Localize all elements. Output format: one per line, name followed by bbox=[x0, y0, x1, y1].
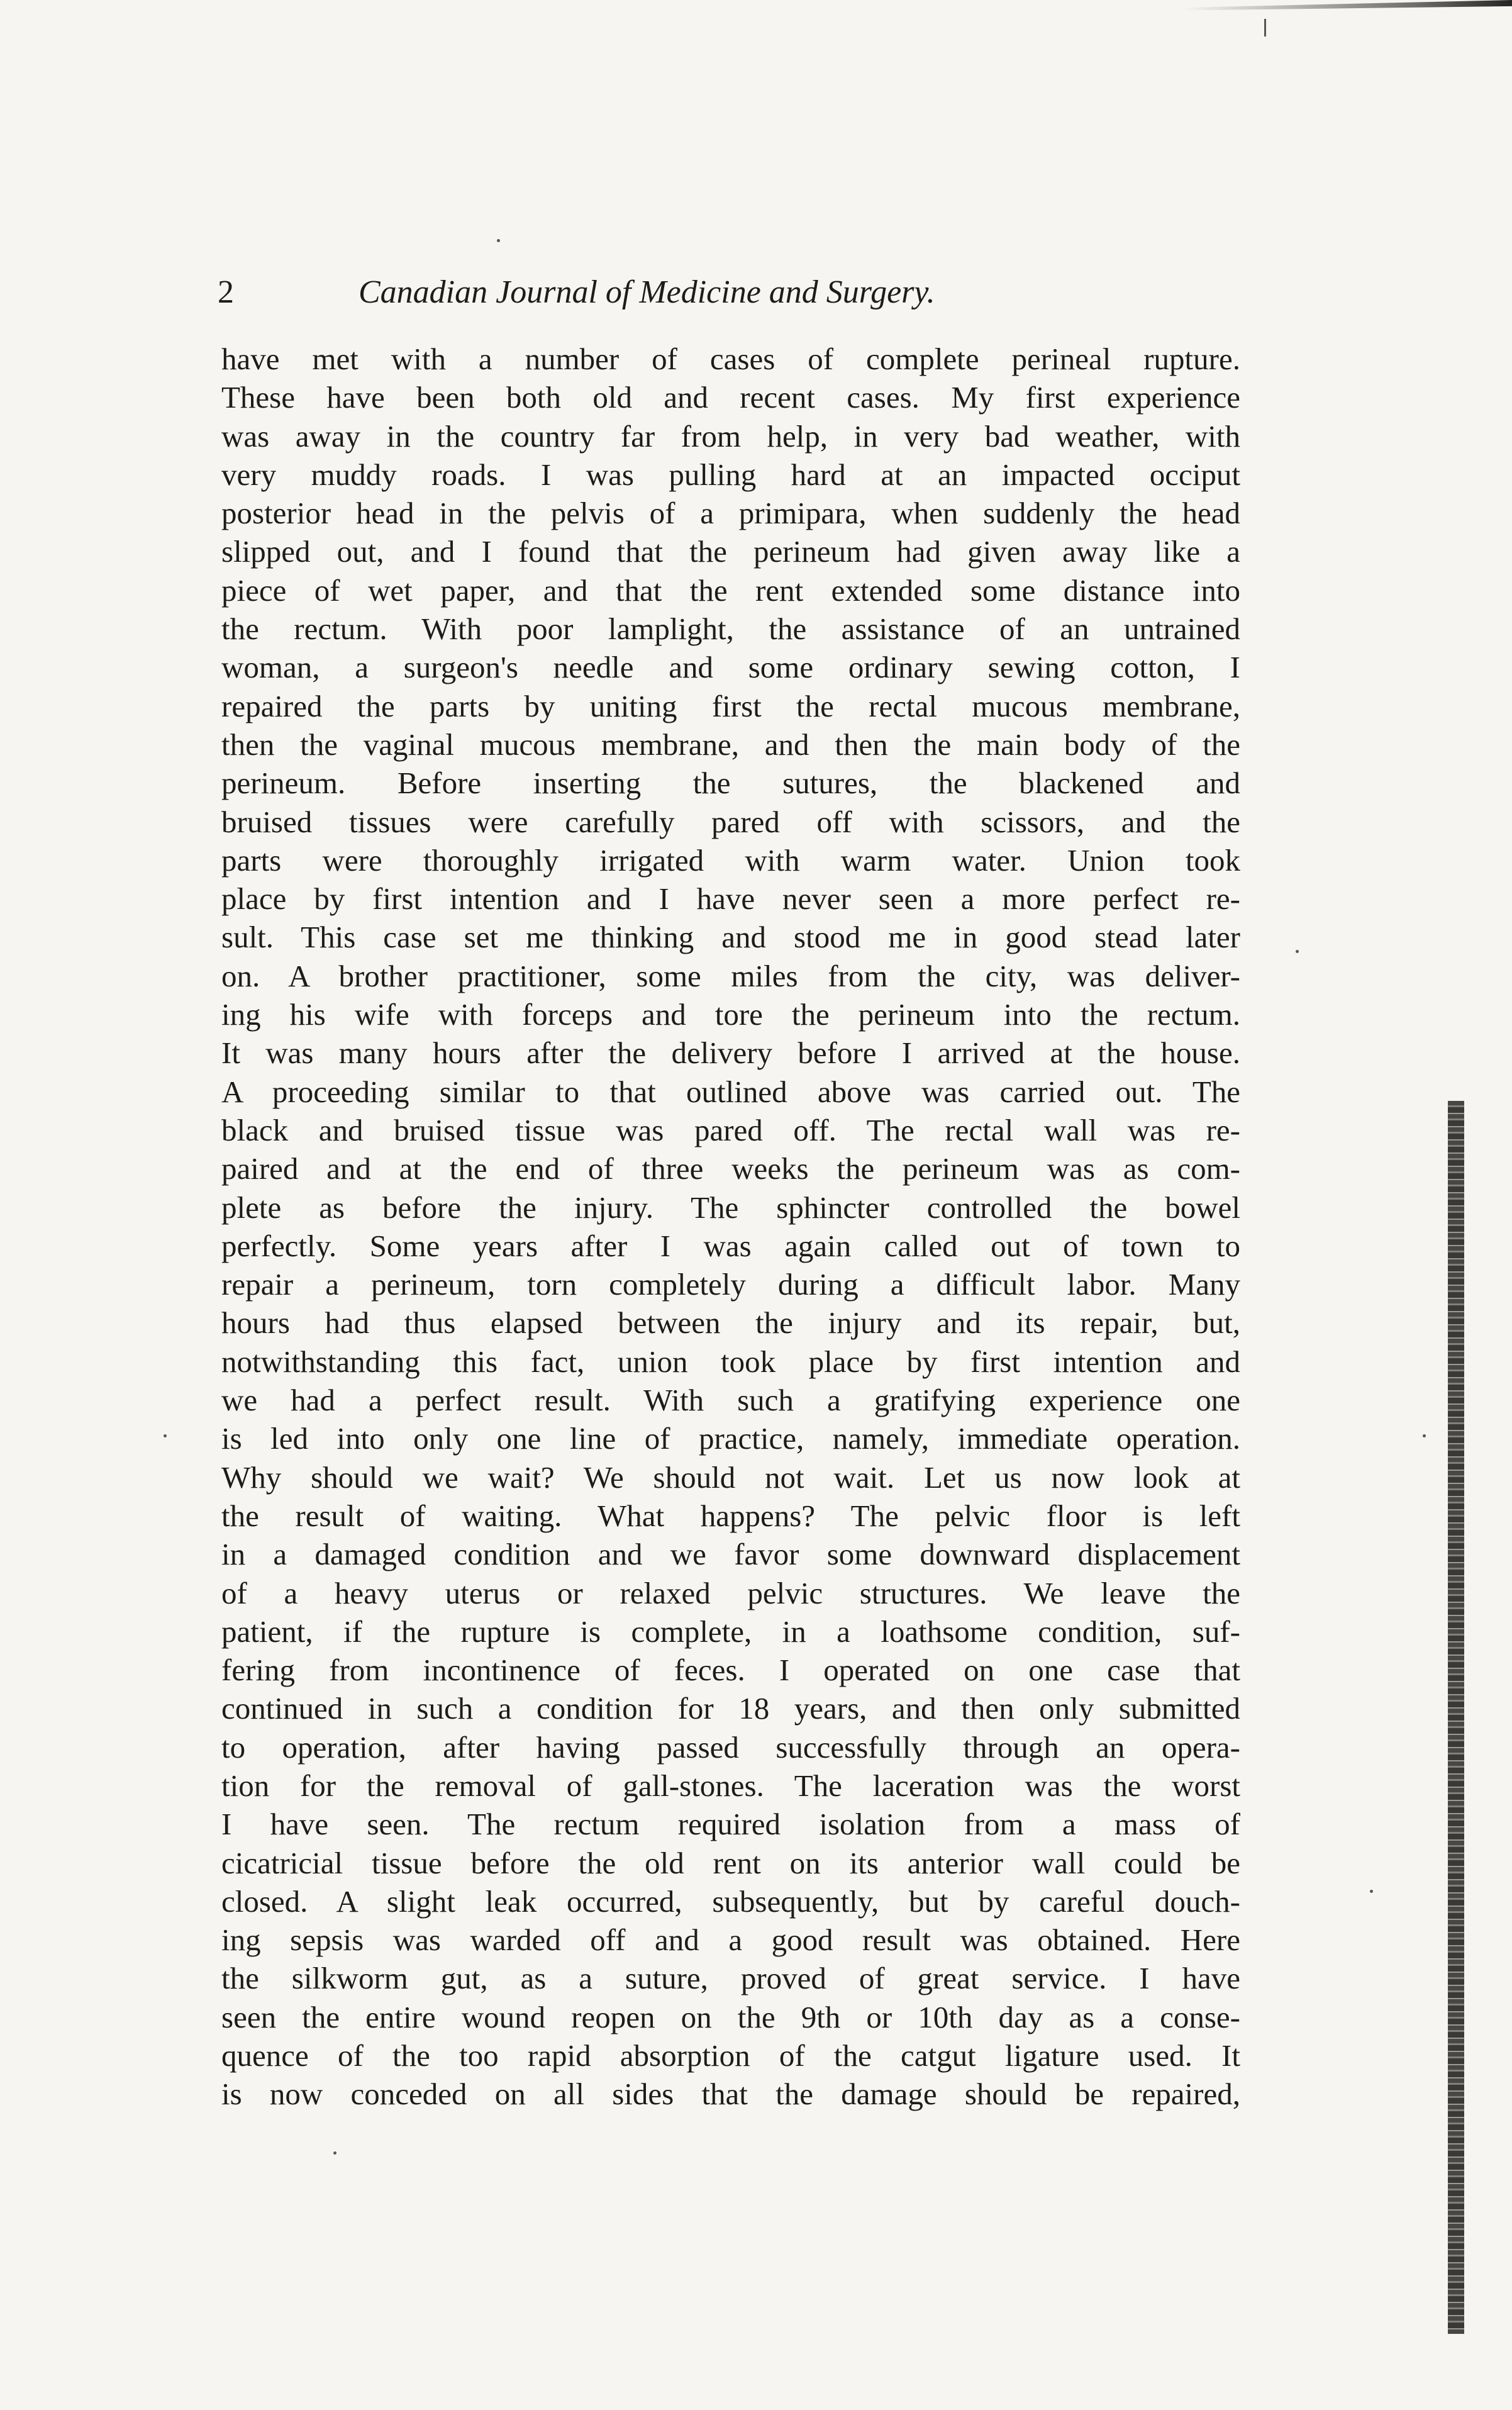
scan-smudge bbox=[1182, 0, 1512, 14]
text-line: piece of wet paper, and that the rent extended some distance into bbox=[221, 572, 1240, 608]
text-line: perfectly. Some years after I was again called out of town to bbox=[221, 1228, 1240, 1263]
text-line: very muddy roads. I was pulling hard at an impacted occiput bbox=[221, 457, 1240, 492]
text-line: of a heavy uterus or relaxed pelvic structures. We leave the bbox=[221, 1575, 1240, 1610]
text-line: notwithstanding this fact, union took place by first intention and bbox=[221, 1344, 1240, 1379]
text-line: perineum. Before inserting the sutures, the blackened and bbox=[221, 766, 1240, 801]
text-line: place by first intention and I have never seen a more perfect re- bbox=[221, 881, 1240, 917]
text-line: patient, if the rupture is complete, in a loathsome condition, suf- bbox=[221, 1614, 1240, 1649]
text-line: hours had thus elapsed between the injury and its repair, but, bbox=[221, 1305, 1240, 1341]
scan-speck bbox=[1370, 1890, 1373, 1893]
text-line: cicatricial tissue before the old rent on its anterior wall could be bbox=[221, 1845, 1240, 1880]
scan-speck bbox=[333, 2151, 336, 2155]
text-line: continued in such a condition for 18 years, and then only submitted bbox=[221, 1691, 1240, 1726]
scan-speck bbox=[497, 239, 500, 242]
text-line: It was many hours after the delivery before I arrived at the house. bbox=[221, 1035, 1240, 1071]
text-line: fering from incontinence of feces. I operated on one case that bbox=[221, 1653, 1240, 1688]
text-line: on. A brother practitioner, some miles from the city, was deliver- bbox=[221, 958, 1240, 993]
running-title: Canadian Journal of Medicine and Surgery. bbox=[359, 274, 935, 310]
text-line: repair a perineum, torn completely during a difficult labor. Many bbox=[221, 1267, 1240, 1302]
text-line: ing his wife with forceps and tore the perineum into the rectum. bbox=[221, 997, 1240, 1032]
text-line: closed. A slight leak occurred, subsequently, but by careful douch- bbox=[221, 1883, 1240, 1919]
text-line: Why should we wait? We should not wait. Let us now look at bbox=[221, 1459, 1240, 1495]
scan-mark bbox=[1264, 19, 1266, 36]
text-line: woman, a surgeon's needle and some ordinary sewing cotton, I bbox=[221, 650, 1240, 685]
text-line: slipped out, and I found that the perineum had given away like a bbox=[221, 534, 1240, 569]
text-line: repaired the parts by uniting first the rectal mucous membrane, bbox=[221, 688, 1240, 723]
text-line: then the vaginal mucous membrane, and then the main body of the bbox=[221, 727, 1240, 762]
text-line: ing sepsis was warded off and a good result was obtained. Here bbox=[221, 1922, 1240, 1958]
text-line: the silkworm gut, as a suture, proved of great service. I have bbox=[221, 1961, 1240, 1996]
scan-speck bbox=[1296, 950, 1299, 953]
text-line: in a damaged condition and we favor some downward displacement bbox=[221, 1537, 1240, 1572]
text-line: I have seen. The rectum required isolation from a mass of bbox=[221, 1807, 1240, 1842]
page-number: 2 bbox=[218, 274, 234, 310]
text-line: we had a perfect result. With such a gratifying experience one bbox=[221, 1383, 1240, 1418]
text-line: tion for the removal of gall-stones. The laceration was the worst bbox=[221, 1768, 1240, 1803]
text-line: is led into only one line of practice, namely, immediate operation. bbox=[221, 1421, 1240, 1456]
running-header bbox=[218, 271, 1237, 315]
text-line: is now conceded on all sides that the damage should be repaired, bbox=[221, 2077, 1240, 2112]
text-line: bruised tissues were carefully pared off with scissors, and the bbox=[221, 804, 1240, 839]
text-line: have met with a number of cases of complete perineal rupture. bbox=[221, 342, 1240, 376]
text-line: black and bruised tissue was pared off. The rectal wall was re- bbox=[221, 1112, 1240, 1147]
text-line: quence of the too rapid absorption of the catgut ligature used. It bbox=[221, 2038, 1240, 2073]
binding-edge bbox=[1448, 1101, 1464, 2334]
scan-speck bbox=[164, 1434, 167, 1437]
text-line: the result of waiting. What happens? The pelvic floor is left bbox=[221, 1498, 1240, 1533]
text-line: paired and at the end of three weeks the perineum was as com- bbox=[221, 1151, 1240, 1186]
text-line: sult. This case set me thinking and stood me in good stead later bbox=[221, 920, 1240, 955]
text-line: to operation, after having passed successfully through an opera- bbox=[221, 1729, 1240, 1765]
text-line: was away in the country far from help, in very bad weather, with bbox=[221, 418, 1240, 454]
text-line: A proceeding similar to that outlined above was carried out. The bbox=[221, 1074, 1240, 1109]
text-line: These have been both old and recent cases. My first experience bbox=[221, 380, 1240, 415]
scan-speck bbox=[1423, 1434, 1426, 1437]
text-line: posterior head in the pelvis of a primipara, when suddenly the head bbox=[221, 496, 1240, 531]
text-line: the rectum. With poor lamplight, the assistance of an untrained bbox=[221, 611, 1240, 647]
text-line: seen the entire wound reopen on the 9th or 10th day as a conse- bbox=[221, 1999, 1240, 2034]
text-line: plete as before the injury. The sphincter controlled the bowel bbox=[221, 1190, 1240, 1225]
text-line: parts were thoroughly irrigated with warm water. Union took bbox=[221, 842, 1240, 878]
body-text bbox=[221, 340, 1240, 2114]
